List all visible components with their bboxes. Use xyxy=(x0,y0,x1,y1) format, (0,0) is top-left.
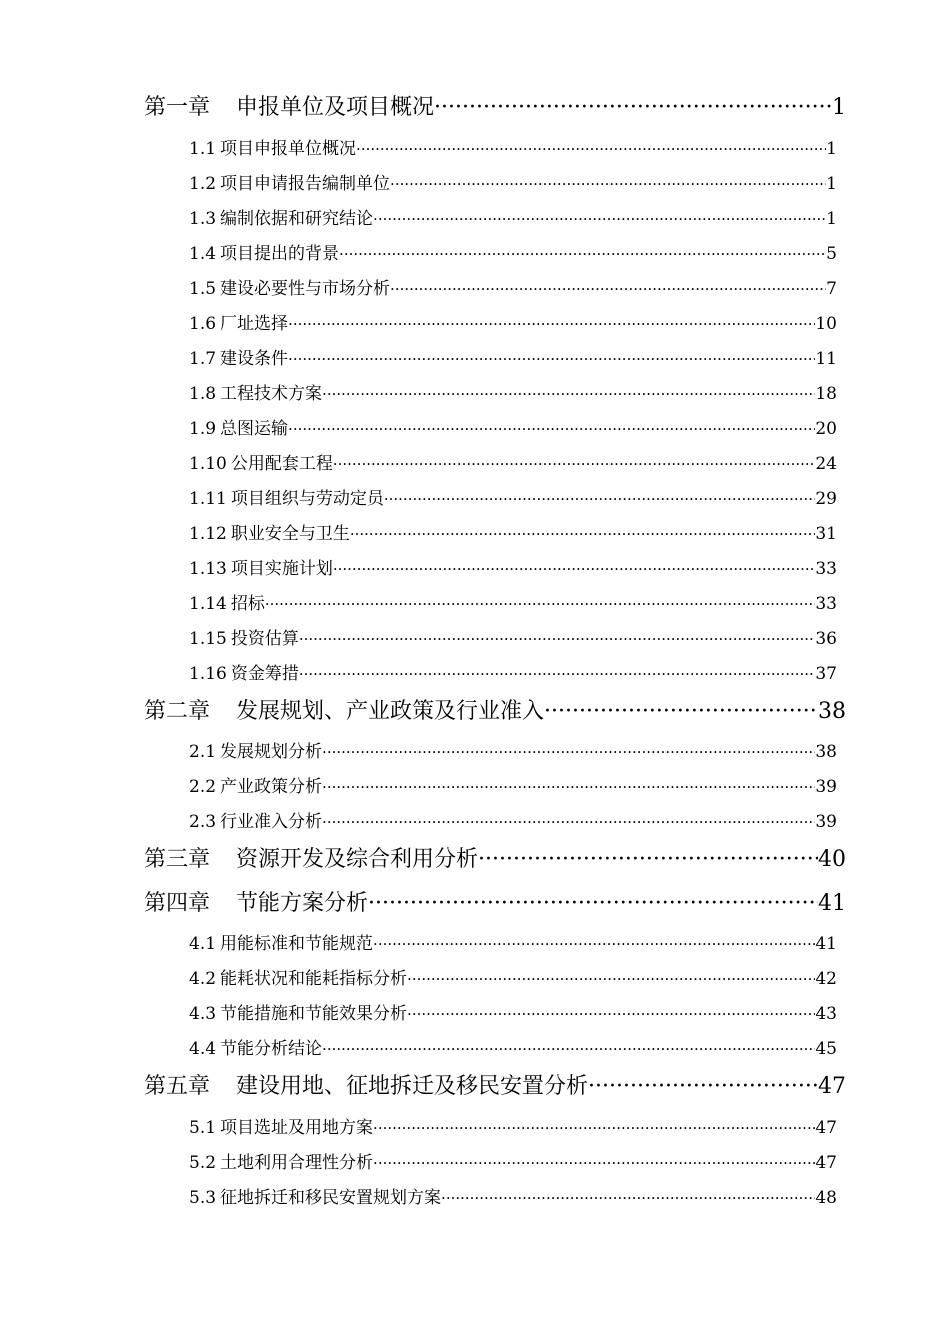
toc-section-entry[interactable] xyxy=(189,967,837,991)
dot-leader xyxy=(434,93,832,123)
toc-section-entry[interactable] xyxy=(189,137,837,161)
section-title: 项目提出的背景 xyxy=(220,244,340,264)
dot-leader xyxy=(322,810,815,834)
section-title: 项目申报单位概况 xyxy=(220,139,357,159)
page-number: 20 xyxy=(815,419,837,439)
dot-leader xyxy=(299,627,816,651)
page-number: 11 xyxy=(815,349,837,369)
section-title: 编制依据和研究结论 xyxy=(220,209,374,229)
page-number: 42 xyxy=(815,969,837,989)
section-number: 4.4 xyxy=(189,1039,217,1059)
page-number: 18 xyxy=(815,384,837,404)
section-title: 投资估算 xyxy=(230,629,299,649)
toc-section-entry[interactable] xyxy=(189,487,837,511)
section-title: 总图运输 xyxy=(220,419,289,439)
page-number: 31 xyxy=(815,524,837,544)
section-number: 1.11 xyxy=(189,489,227,509)
toc-chapter-entry[interactable] xyxy=(144,93,846,123)
chapter-number: 第四章 xyxy=(144,891,211,916)
toc-chapter-entry[interactable] xyxy=(144,697,846,727)
dot-leader xyxy=(384,487,816,511)
toc-section-entry[interactable] xyxy=(189,172,837,196)
dot-leader xyxy=(322,382,815,406)
toc-section-entry[interactable] xyxy=(189,242,837,266)
toc-section-entry[interactable] xyxy=(189,932,837,956)
page-number: 45 xyxy=(815,1039,837,1059)
section-number: 1.14 xyxy=(189,594,227,614)
section-number: 1.16 xyxy=(189,664,227,684)
dot-leader xyxy=(588,1072,818,1102)
toc-chapter-entry[interactable] xyxy=(144,889,846,919)
section-number: 1.15 xyxy=(189,629,227,649)
section-number: 1.10 xyxy=(189,454,227,474)
toc-section-entry[interactable] xyxy=(189,522,837,546)
toc-section-entry[interactable] xyxy=(189,417,837,441)
page-number: 47 xyxy=(815,1118,837,1138)
chapter-title: 建设用地、征地拆迁及移民安置分析 xyxy=(236,1074,589,1099)
page-number: 41 xyxy=(818,891,846,916)
toc-section-entry[interactable] xyxy=(189,740,837,764)
page-number: 29 xyxy=(815,489,837,509)
section-number: 1.7 xyxy=(189,349,217,369)
dot-leader xyxy=(390,277,826,301)
toc-section-entry[interactable] xyxy=(189,1116,837,1140)
page-number: 1 xyxy=(826,174,837,194)
dot-leader xyxy=(373,1151,815,1175)
section-number: 1.3 xyxy=(189,209,217,229)
toc-chapter-entry[interactable] xyxy=(144,845,846,875)
section-number: 4.1 xyxy=(189,934,217,954)
section-number: 5.2 xyxy=(189,1153,217,1173)
section-title: 招标 xyxy=(230,594,265,614)
section-number: 1.6 xyxy=(189,314,217,334)
chapter-title: 资源开发及综合利用分析 xyxy=(236,847,479,872)
dot-leader xyxy=(288,347,815,371)
page-number: 1 xyxy=(826,209,837,229)
section-title: 公用配套工程 xyxy=(230,454,333,474)
dot-leader xyxy=(390,172,826,196)
section-number: 1.2 xyxy=(189,174,217,194)
page-number: 1 xyxy=(832,95,846,120)
dot-leader xyxy=(288,417,815,441)
section-title: 建设条件 xyxy=(220,349,289,369)
dot-leader xyxy=(322,775,815,799)
page-number: 10 xyxy=(815,314,837,334)
page-number: 48 xyxy=(815,1188,837,1208)
dot-leader xyxy=(407,967,815,991)
section-title: 建设必要性与市场分析 xyxy=(220,279,391,299)
section-number: 1.1 xyxy=(189,139,217,159)
chapter-number: 第一章 xyxy=(144,95,211,120)
section-number: 1.9 xyxy=(189,419,217,439)
toc-section-entry[interactable] xyxy=(189,382,837,406)
section-number: 1.5 xyxy=(189,279,217,299)
section-number: 5.3 xyxy=(189,1188,217,1208)
section-title: 项目选址及用地方案 xyxy=(220,1118,374,1138)
toc-section-entry[interactable] xyxy=(189,1151,837,1175)
page-number: 39 xyxy=(815,812,837,832)
section-title: 节能措施和节能效果分析 xyxy=(220,1004,408,1024)
page-number: 40 xyxy=(818,847,846,872)
page-number: 37 xyxy=(815,664,837,684)
page-number: 47 xyxy=(815,1153,837,1173)
page-number: 5 xyxy=(826,244,837,264)
dot-leader xyxy=(322,1037,815,1061)
dot-leader xyxy=(373,932,815,956)
toc-section-entry[interactable] xyxy=(189,347,837,371)
section-title: 发展规划分析 xyxy=(220,742,323,762)
section-title: 工程技术方案 xyxy=(220,384,323,404)
toc-chapter-entry[interactable] xyxy=(144,1072,846,1102)
dot-leader xyxy=(373,1116,815,1140)
chapter-number: 第二章 xyxy=(144,699,211,724)
chapter-title: 发展规划、产业政策及行业准入 xyxy=(236,699,545,724)
page-number: 36 xyxy=(815,629,837,649)
page-number: 47 xyxy=(818,1074,846,1099)
dot-leader xyxy=(333,557,816,581)
dot-leader xyxy=(288,312,815,336)
dot-leader xyxy=(368,889,818,919)
page-number: 38 xyxy=(818,699,846,724)
section-number: 1.4 xyxy=(189,244,217,264)
dot-leader xyxy=(478,845,818,875)
toc-section-entry[interactable] xyxy=(189,810,837,834)
section-number: 4.3 xyxy=(189,1004,217,1024)
page-number: 41 xyxy=(815,934,837,954)
page-number: 39 xyxy=(815,777,837,797)
section-title: 土地利用合理性分析 xyxy=(220,1153,374,1173)
section-number: 2.1 xyxy=(189,742,217,762)
dot-leader xyxy=(333,452,816,476)
section-number: 1.12 xyxy=(189,524,227,544)
chapter-title: 申报单位及项目概况 xyxy=(236,95,435,120)
section-title: 用能标准和节能规范 xyxy=(220,934,374,954)
page-number: 38 xyxy=(815,742,837,762)
chapter-number: 第三章 xyxy=(144,847,211,872)
section-title: 项目申请报告编制单位 xyxy=(220,174,391,194)
chapter-number: 第五章 xyxy=(144,1074,211,1099)
toc-section-entry[interactable] xyxy=(189,627,837,651)
section-title: 节能分析结论 xyxy=(220,1039,323,1059)
toc-section-entry[interactable] xyxy=(189,312,837,336)
dot-leader xyxy=(322,740,815,764)
section-number: 1.13 xyxy=(189,559,227,579)
dot-leader xyxy=(265,592,816,616)
dot-leader xyxy=(350,522,816,546)
section-title: 产业政策分析 xyxy=(220,777,323,797)
toc-section-entry[interactable] xyxy=(189,277,837,301)
toc-section-entry[interactable] xyxy=(189,1037,837,1061)
section-title: 厂址选择 xyxy=(220,314,289,334)
chapter-title: 节能方案分析 xyxy=(236,891,369,916)
page-number: 7 xyxy=(826,279,837,299)
section-title: 征地拆迁和移民安置规划方案 xyxy=(220,1188,442,1208)
dot-leader xyxy=(299,662,816,686)
section-title: 职业安全与卫生 xyxy=(230,524,350,544)
section-title: 行业准入分析 xyxy=(220,812,323,832)
toc-section-entry[interactable] xyxy=(189,1186,837,1210)
section-title: 项目组织与劳动定员 xyxy=(230,489,384,509)
page-number: 33 xyxy=(815,559,837,579)
section-number: 1.8 xyxy=(189,384,217,404)
toc-section-entry[interactable] xyxy=(189,592,837,616)
toc-section-entry[interactable] xyxy=(189,775,837,799)
page-number: 33 xyxy=(815,594,837,614)
dot-leader xyxy=(441,1186,815,1210)
page-number: 43 xyxy=(815,1004,837,1024)
page-number: 24 xyxy=(815,454,837,474)
section-number: 4.2 xyxy=(189,969,217,989)
section-title: 资金筹措 xyxy=(230,664,299,684)
toc-section-entry[interactable] xyxy=(189,662,837,686)
section-number: 5.1 xyxy=(189,1118,217,1138)
section-title: 能耗状况和能耗指标分析 xyxy=(220,969,408,989)
section-number: 2.3 xyxy=(189,812,217,832)
dot-leader xyxy=(339,242,826,266)
dot-leader xyxy=(356,137,826,161)
dot-leader xyxy=(373,207,826,231)
toc-section-entry[interactable] xyxy=(189,452,837,476)
toc-section-entry[interactable] xyxy=(189,1002,837,1026)
section-number: 2.2 xyxy=(189,777,217,797)
section-title: 项目实施计划 xyxy=(230,559,333,579)
toc-section-entry[interactable] xyxy=(189,207,837,231)
page-number: 1 xyxy=(826,139,837,159)
toc-section-entry[interactable] xyxy=(189,557,837,581)
dot-leader xyxy=(544,697,818,727)
dot-leader xyxy=(407,1002,815,1026)
